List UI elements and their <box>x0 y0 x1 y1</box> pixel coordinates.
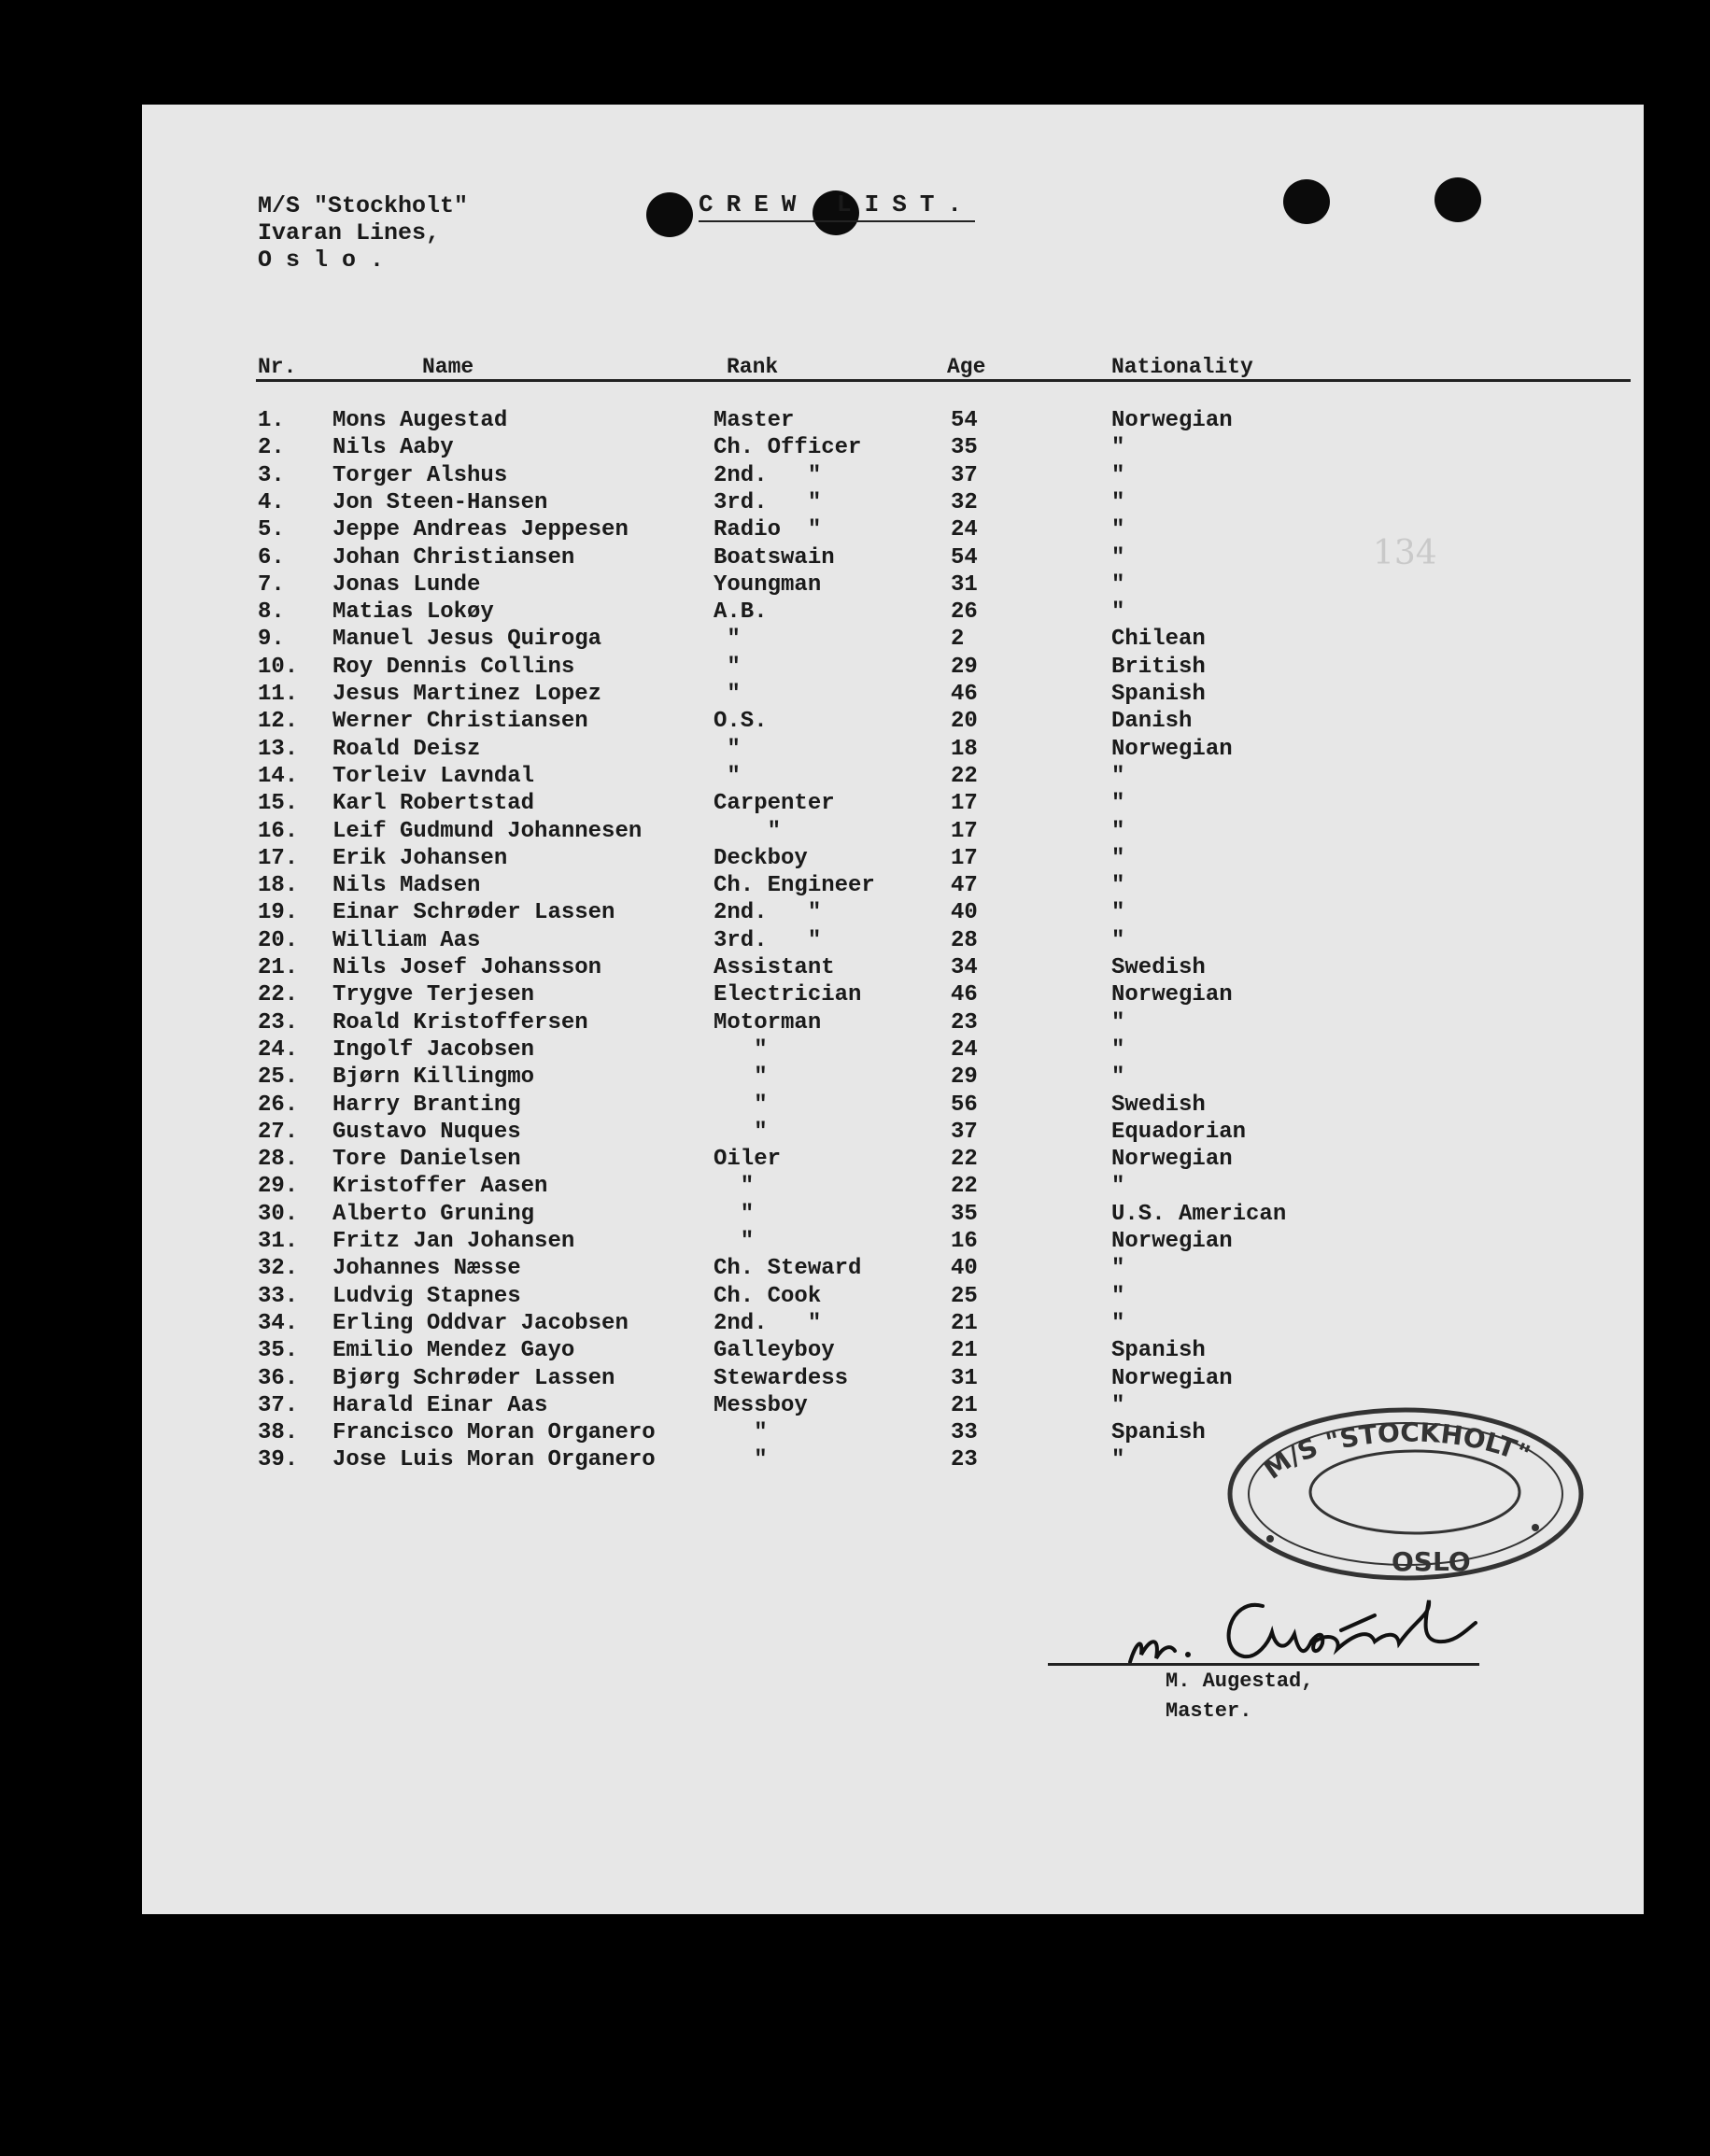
crew-nationality: " <box>1111 1036 1125 1063</box>
crew-age: 28 <box>951 927 978 953</box>
crew-rank: " <box>714 1064 768 1091</box>
crew-name: Francisco Moran Organero <box>332 1420 656 1446</box>
crew-name: Nils Madsen <box>332 873 481 899</box>
crew-age: 37 <box>951 1119 978 1145</box>
crew-name: Harald Einar Aas <box>332 1392 548 1418</box>
crew-name: Roald Deisz <box>332 736 481 762</box>
crew-name: Manuel Jesus Quiroga <box>332 627 602 653</box>
crew-row <box>0 1119 1710 1146</box>
crew-nationality: " <box>1111 517 1125 543</box>
crew-age: 29 <box>951 654 978 680</box>
crew-rank: " <box>714 1420 768 1446</box>
crew-nr: 8. <box>258 599 285 626</box>
crew-name: Ingolf Jacobsen <box>332 1036 535 1063</box>
crew-nationality: " <box>1111 1310 1125 1336</box>
header-age: Age <box>947 355 986 379</box>
crew-row <box>0 626 1710 653</box>
crew-nationality: " <box>1111 599 1125 626</box>
crew-name: Matias Lokøy <box>332 599 494 626</box>
crew-nr: 7. <box>258 571 285 598</box>
crew-name: Trygve Terjesen <box>332 982 535 1008</box>
crew-row <box>0 489 1710 516</box>
crew-nr: 4. <box>258 489 285 515</box>
crew-row <box>0 763 1710 790</box>
crew-row <box>0 790 1710 817</box>
crew-nr: 23. <box>258 1009 299 1036</box>
crew-name: Nils Josef Johansson <box>332 955 602 980</box>
crew-name: William Aas <box>332 927 481 953</box>
crew-nr: 33. <box>258 1283 299 1309</box>
crew-row <box>0 1064 1710 1091</box>
crew-age: 16 <box>951 1229 978 1254</box>
crew-nr: 15. <box>258 791 299 817</box>
crew-age: 34 <box>951 955 978 980</box>
crew-nationality: " <box>1111 845 1125 871</box>
crew-nationality: Swedish <box>1111 955 1206 980</box>
crew-rank: " <box>714 627 741 653</box>
crew-rank: " <box>714 654 741 680</box>
crew-nationality: " <box>1111 791 1125 817</box>
crew-row <box>0 1092 1710 1119</box>
punch-hole <box>646 192 693 237</box>
crew-name: Ludvig Stapnes <box>332 1283 521 1309</box>
crew-name: Tore Danielsen <box>332 1147 521 1173</box>
crew-age: 22 <box>951 763 978 789</box>
crew-name: Jeppe Andreas Jeppesen <box>332 517 629 543</box>
crew-row <box>0 516 1710 543</box>
crew-age: 35 <box>951 1201 978 1227</box>
crew-nationality: " <box>1111 1064 1125 1091</box>
crew-row <box>0 681 1710 708</box>
crew-rank: 3rd. " <box>714 489 822 515</box>
crew-nr: 34. <box>258 1310 299 1336</box>
crew-row <box>0 1009 1710 1036</box>
crew-nr: 17. <box>258 845 299 871</box>
crew-nationality: Spanish <box>1111 1420 1206 1446</box>
crew-nationality: Swedish <box>1111 1092 1206 1118</box>
crew-nationality: " <box>1111 544 1125 571</box>
crew-row <box>0 1365 1710 1392</box>
crew-rank: Messboy <box>714 1392 808 1418</box>
crew-rank: Master <box>714 408 795 433</box>
crew-nr: 16. <box>258 818 299 844</box>
crew-row <box>0 1036 1710 1064</box>
crew-row <box>0 736 1710 763</box>
crew-age: 23 <box>951 1447 978 1473</box>
crew-nr: 21. <box>258 955 299 980</box>
crew-rank: Galleyboy <box>714 1338 835 1364</box>
crew-rank: A.B. <box>714 599 768 626</box>
crew-age: 33 <box>951 1420 978 1446</box>
crew-nr: 30. <box>258 1201 299 1227</box>
crew-age: 23 <box>951 1009 978 1036</box>
crew-nationality: " <box>1111 435 1125 461</box>
crew-nr: 20. <box>258 927 299 953</box>
crew-nr: 18. <box>258 873 299 899</box>
crew-rank: " <box>714 1036 768 1063</box>
crew-row <box>0 927 1710 954</box>
crew-rank: 2nd. " <box>714 900 822 926</box>
crew-name: Jose Luis Moran Organero <box>332 1447 656 1473</box>
crew-row <box>0 1337 1710 1364</box>
crew-nationality: Norwegian <box>1111 408 1233 433</box>
crew-nationality: U.S. American <box>1111 1201 1287 1227</box>
crew-name: Alberto Gruning <box>332 1201 535 1227</box>
crew-nationality: " <box>1111 1447 1125 1473</box>
crew-name: Erik Johansen <box>332 845 508 871</box>
crew-name: Leif Gudmund Johannesen <box>332 818 643 844</box>
crew-row <box>0 544 1710 571</box>
crew-rank: Assistant <box>714 955 835 980</box>
crew-name: Torleiv Lavndal <box>332 763 535 789</box>
crew-row <box>0 708 1710 735</box>
crew-age: 17 <box>951 791 978 817</box>
crew-row <box>0 599 1710 626</box>
crew-nationality: " <box>1111 873 1125 899</box>
punch-hole <box>1283 179 1330 224</box>
crew-nationality: " <box>1111 927 1125 953</box>
crew-nationality: " <box>1111 1009 1125 1036</box>
crew-nationality: " <box>1111 1174 1125 1200</box>
crew-rank: Carpenter <box>714 791 835 817</box>
crew-rank: " <box>714 1174 755 1200</box>
crew-age: 21 <box>951 1310 978 1336</box>
crew-nationality: " <box>1111 489 1125 515</box>
crew-name: Johan Christiansen <box>332 544 575 571</box>
crew-row <box>0 1146 1710 1173</box>
crew-age: 31 <box>951 1365 978 1391</box>
crew-age: 17 <box>951 845 978 871</box>
crew-age: 56 <box>951 1092 978 1118</box>
crew-age: 21 <box>951 1392 978 1418</box>
crew-nr: 11. <box>258 682 299 707</box>
crew-name: Mons Augestad <box>332 408 508 433</box>
crew-row <box>0 1201 1710 1228</box>
crew-nationality: " <box>1111 763 1125 789</box>
crew-nationality: " <box>1111 1283 1125 1309</box>
crew-row <box>0 818 1710 845</box>
crew-age: 22 <box>951 1174 978 1200</box>
crew-row <box>0 1228 1710 1255</box>
crew-row <box>0 462 1710 489</box>
margin-number: 134 <box>1373 534 1437 572</box>
crew-nr: 27. <box>258 1119 299 1145</box>
crew-name: Torger Alshus <box>332 462 508 488</box>
crew-nationality: " <box>1111 900 1125 926</box>
crew-name: Gustavo Nuques <box>332 1119 521 1145</box>
crew-name: Erling Oddvar Jacobsen <box>332 1310 629 1336</box>
crew-nationality: Danish <box>1111 709 1193 735</box>
crew-age: 31 <box>951 571 978 598</box>
crew-rank: " <box>714 1119 768 1145</box>
crew-nr: 14. <box>258 763 299 789</box>
crew-nr: 19. <box>258 900 299 926</box>
crew-name: Jon Steen-Hansen <box>332 489 548 515</box>
crew-name: Karl Robertstad <box>332 791 535 817</box>
crew-name: Johannes Næsse <box>332 1256 521 1282</box>
crew-age: 24 <box>951 1036 978 1063</box>
crew-rank: " <box>714 1092 768 1118</box>
crew-rank: Oiler <box>714 1147 782 1173</box>
crew-nr: 12. <box>258 709 299 735</box>
crew-age: 46 <box>951 682 978 707</box>
crew-row <box>0 845 1710 872</box>
crew-nr: 3. <box>258 462 285 488</box>
crew-nationality: " <box>1111 818 1125 844</box>
crew-name: Roy Dennis Collins <box>332 654 575 680</box>
stamp-bottom-text: OSLO <box>1392 1546 1471 1577</box>
crew-age: 20 <box>951 709 978 735</box>
crew-rank: " <box>714 1447 768 1473</box>
crew-nationality: " <box>1111 571 1125 598</box>
crew-nr: 39. <box>258 1447 299 1473</box>
crew-rank: " <box>714 763 741 789</box>
crew-nr: 9. <box>258 627 285 653</box>
crew-rank: Stewardess <box>714 1365 849 1391</box>
crew-nr: 10. <box>258 654 299 680</box>
crew-nr: 37. <box>258 1392 299 1418</box>
crew-age: 17 <box>951 818 978 844</box>
letterhead-city: O s l o . <box>258 247 385 274</box>
crew-row <box>0 1283 1710 1310</box>
crew-rank: Electrician <box>714 982 862 1008</box>
crew-age: 21 <box>951 1338 978 1364</box>
crew-rank: " <box>714 1229 755 1254</box>
crew-age: 29 <box>951 1064 978 1091</box>
signatory-name: M. Augestad, <box>1166 1670 1314 1693</box>
crew-rank: 3rd. " <box>714 927 822 953</box>
crew-rank: Boatswain <box>714 544 835 571</box>
signature-line <box>1048 1663 1479 1666</box>
crew-nr: 24. <box>258 1036 299 1063</box>
crew-row <box>0 981 1710 1008</box>
crew-name: Emilio Mendez Gayo <box>332 1338 575 1364</box>
document-title: CREW LIST. <box>699 190 975 222</box>
crew-rank: Deckboy <box>714 845 808 871</box>
crew-nationality: Equadorian <box>1111 1119 1247 1145</box>
crew-nr: 36. <box>258 1365 299 1391</box>
crew-nationality: Spanish <box>1111 682 1206 707</box>
crew-nr: 29. <box>258 1174 299 1200</box>
crew-nr: 2. <box>258 435 285 461</box>
crew-nr: 13. <box>258 736 299 762</box>
crew-rank: Motorman <box>714 1009 822 1036</box>
crew-nationality: " <box>1111 462 1125 488</box>
header-nationality: Nationality <box>1111 355 1253 379</box>
crew-nr: 38. <box>258 1420 299 1446</box>
header-rank: Rank <box>727 355 779 379</box>
crew-age: 40 <box>951 900 978 926</box>
crew-row <box>0 1255 1710 1282</box>
signatory-title: Master. <box>1166 1699 1252 1723</box>
crew-age: 35 <box>951 435 978 461</box>
crew-age: 54 <box>951 408 978 433</box>
crew-nationality: Chilean <box>1111 627 1206 653</box>
crew-nationality: Norwegian <box>1111 982 1233 1008</box>
header-rule <box>256 379 1631 382</box>
crew-row <box>0 654 1710 681</box>
crew-name: Fritz Jan Johansen <box>332 1229 575 1254</box>
crew-nationality: British <box>1111 654 1206 680</box>
crew-rank: 2nd. " <box>714 462 822 488</box>
crew-nr: 22. <box>258 982 299 1008</box>
crew-name: Roald Kristoffersen <box>332 1009 588 1036</box>
crew-nr: 5. <box>258 517 285 543</box>
crew-age: 24 <box>951 517 978 543</box>
crew-row <box>0 434 1710 461</box>
crew-row <box>0 954 1710 981</box>
ship-stamp <box>1223 1401 1588 1587</box>
crew-nationality: Norwegian <box>1111 1147 1233 1173</box>
crew-age: 18 <box>951 736 978 762</box>
crew-age: 26 <box>951 599 978 626</box>
crew-rank: " <box>714 1201 755 1227</box>
crew-row <box>0 1310 1710 1337</box>
crew-name: Kristoffer Aasen <box>332 1174 548 1200</box>
crew-nationality: Norwegian <box>1111 736 1233 762</box>
crew-age: 2 <box>951 627 965 653</box>
stamp-top-text: M/S "STOCKHOLT" <box>1258 1416 1535 1486</box>
crew-rank: Ch. Engineer <box>714 873 875 899</box>
crew-nr: 32. <box>258 1256 299 1282</box>
crew-age: 47 <box>951 873 978 899</box>
crew-age: 46 <box>951 982 978 1008</box>
header-nr: Nr. <box>258 355 297 379</box>
header-name: Name <box>422 355 474 379</box>
crew-row <box>0 872 1710 899</box>
crew-row <box>0 407 1710 434</box>
crew-rank: O.S. <box>714 709 768 735</box>
crew-nr: 1. <box>258 408 285 433</box>
punch-hole <box>1434 177 1481 222</box>
letterhead-company: Ivaran Lines, <box>258 219 441 247</box>
crew-nationality: Norwegian <box>1111 1365 1233 1391</box>
crew-name: Nils Aaby <box>332 435 454 461</box>
crew-nr: 26. <box>258 1092 299 1118</box>
crew-nationality: " <box>1111 1256 1125 1282</box>
crew-rank: " <box>714 682 741 707</box>
crew-name: Einar Schrøder Lassen <box>332 900 615 926</box>
crew-row <box>0 1173 1710 1200</box>
crew-name: Bjørg Schrøder Lassen <box>332 1365 615 1391</box>
crew-nr: 25. <box>258 1064 299 1091</box>
crew-age: 37 <box>951 462 978 488</box>
crew-rank: Youngman <box>714 571 822 598</box>
crew-nr: 28. <box>258 1147 299 1173</box>
crew-name: Jesus Martinez Lopez <box>332 682 602 707</box>
crew-rank: Radio " <box>714 517 822 543</box>
crew-rank: 2nd. " <box>714 1310 822 1336</box>
crew-age: 22 <box>951 1147 978 1173</box>
letterhead-ship: M/S "Stockholt" <box>258 192 469 219</box>
crew-rank: Ch. Steward <box>714 1256 862 1282</box>
crew-row <box>0 899 1710 926</box>
crew-row <box>0 571 1710 599</box>
crew-nr: 35. <box>258 1338 299 1364</box>
crew-name: Harry Branting <box>332 1092 521 1118</box>
crew-age: 40 <box>951 1256 978 1282</box>
crew-name: Werner Christiansen <box>332 709 588 735</box>
crew-age: 54 <box>951 544 978 571</box>
crew-nr: 31. <box>258 1229 299 1254</box>
crew-age: 32 <box>951 489 978 515</box>
crew-nationality: Spanish <box>1111 1338 1206 1364</box>
crew-nr: 6. <box>258 544 285 571</box>
crew-name: Bjørn Killingmo <box>332 1064 535 1091</box>
crew-rank: Ch. Cook <box>714 1283 822 1309</box>
crew-rank: " <box>714 818 782 844</box>
crew-rank: " <box>714 736 741 762</box>
crew-nationality: Norwegian <box>1111 1229 1233 1254</box>
crew-name: Jonas Lunde <box>332 571 481 598</box>
crew-nationality: " <box>1111 1392 1125 1418</box>
crew-age: 25 <box>951 1283 978 1309</box>
crew-rank: Ch. Officer <box>714 435 862 461</box>
